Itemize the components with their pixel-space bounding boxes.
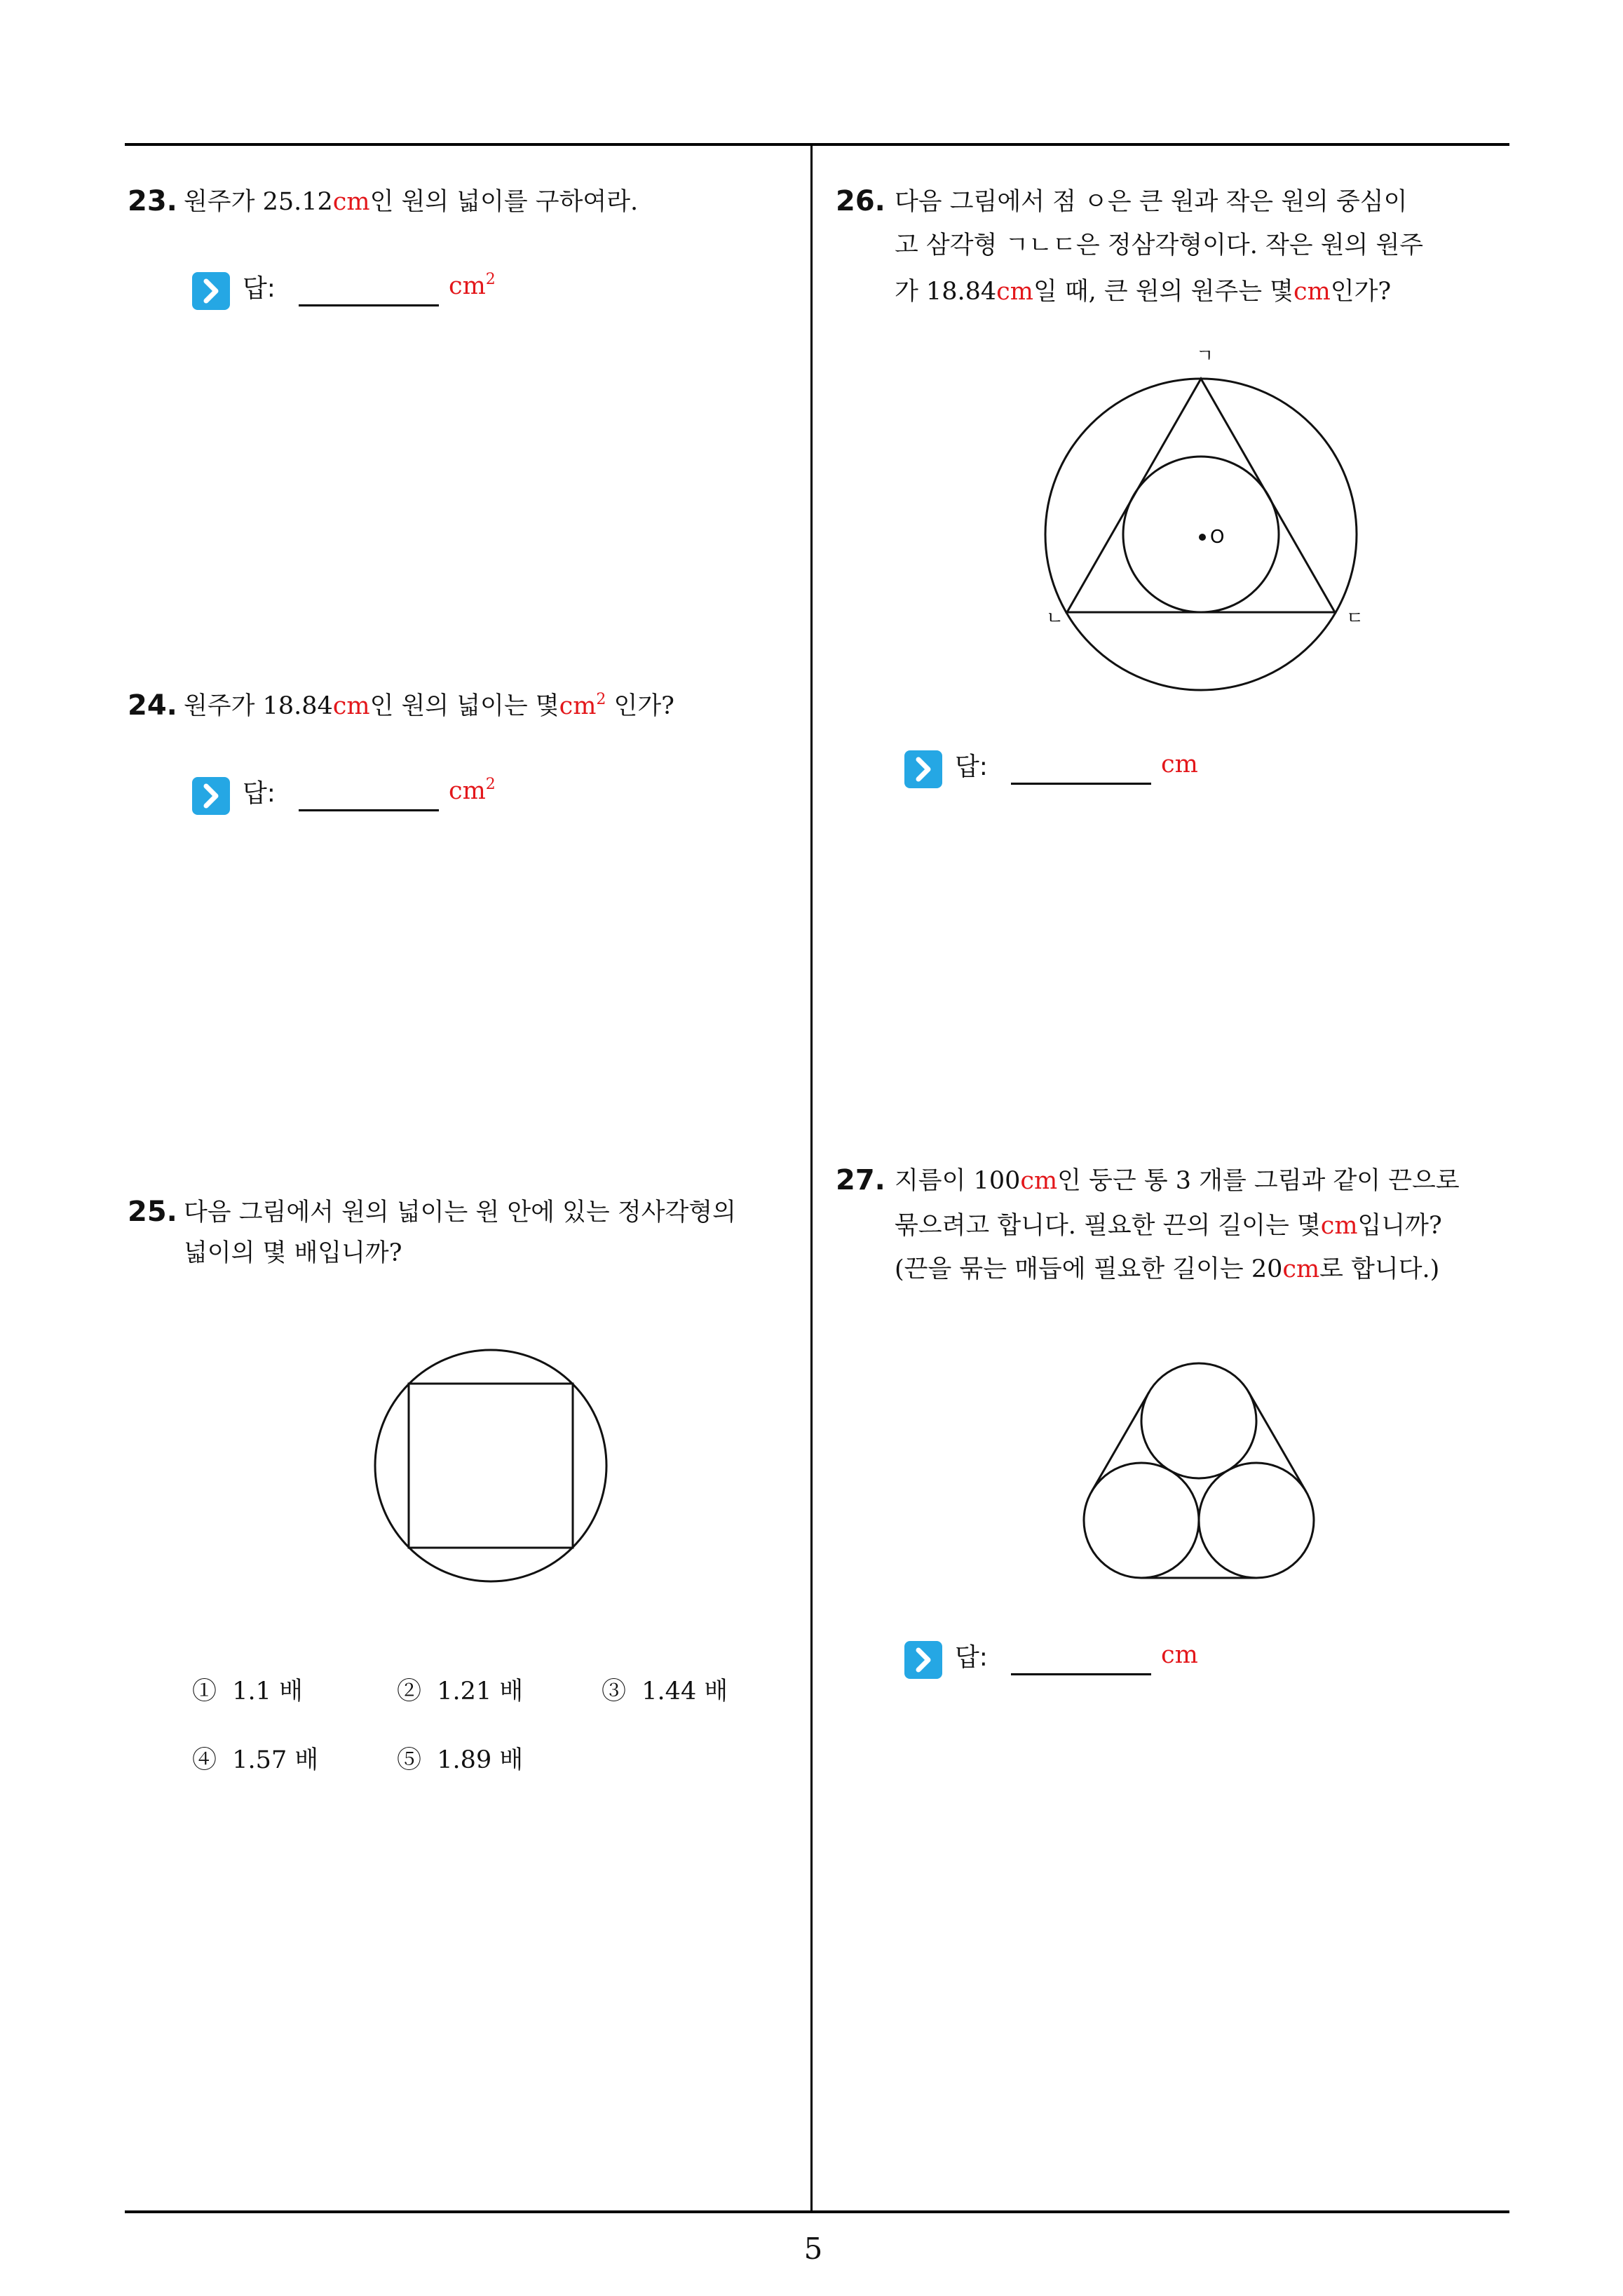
chevron-right-icon <box>192 272 230 310</box>
question-text-line1 <box>895 1167 1460 1195</box>
question-number: 25. <box>128 1196 177 1228</box>
question-number: 24. <box>128 689 177 722</box>
value: 25.12 <box>262 188 333 216</box>
text-segment: 묶으려고 합니다. 필요한 끈의 길이는 몇 <box>895 1212 1321 1240</box>
choice-mark: ⑤ <box>397 1746 422 1774</box>
question-text-line1: 다음 그림에서 원의 넓이는 원 안에 있는 정사각형의 <box>184 1198 736 1227</box>
answer-blank[interactable] <box>1011 1673 1151 1675</box>
answer-blank[interactable] <box>299 809 439 811</box>
choice-2[interactable] <box>397 1677 523 1706</box>
unit: cm <box>332 188 370 216</box>
choice-5[interactable] <box>397 1746 523 1774</box>
choice-mark: ② <box>397 1677 422 1706</box>
answer-blank[interactable] <box>299 304 439 306</box>
question-text-line3 <box>895 278 1391 306</box>
question-text-line2: 넓이의 몇 배입니까? <box>184 1239 402 1267</box>
text-segment: 인가? <box>606 692 674 720</box>
bottom-rule <box>125 2210 1509 2213</box>
unit: cm <box>996 278 1033 306</box>
label-left: ㄴ <box>1046 608 1064 629</box>
unit: cm <box>1020 1167 1058 1195</box>
question-text <box>184 188 638 216</box>
unit: cm <box>332 692 370 720</box>
choice-4[interactable] <box>192 1746 318 1774</box>
answer-blank[interactable] <box>1011 783 1151 785</box>
choice-mark: ① <box>192 1677 217 1706</box>
cylinder-left <box>1084 1463 1199 1578</box>
choice-text: 1.44 배 <box>641 1677 728 1706</box>
chevron-right-icon <box>904 750 942 788</box>
text-segment: 지름이 100 <box>895 1167 1021 1195</box>
answer-field[interactable] <box>192 770 515 826</box>
text-segment: 인가? <box>1330 278 1392 306</box>
answer-field[interactable] <box>192 265 515 321</box>
answer-unit: $cm^2$ <box>449 271 496 300</box>
label-right: ㄷ <box>1346 608 1364 629</box>
text-segment: 로 합니다.) <box>1319 1255 1440 1283</box>
answer-unit: $cm^2$ <box>449 776 496 805</box>
question-number: 27. <box>836 1164 885 1196</box>
choice-mark: ③ <box>602 1677 627 1706</box>
cylinder-right <box>1199 1463 1314 1578</box>
string-left <box>1092 1392 1149 1492</box>
answer-label: 답: <box>243 274 276 303</box>
value: 18.84 <box>262 692 333 720</box>
unit: cm <box>1320 1212 1358 1240</box>
text-segment: 일 때, 큰 원의 원주는 몇 <box>1033 278 1293 306</box>
answer-label: 답: <box>243 779 276 808</box>
label-top: ㄱ <box>1196 346 1214 367</box>
text-segment: 인 원의 넓이는 몇 <box>369 692 559 720</box>
triangle-circles-figure <box>1031 344 1381 708</box>
label-center: O <box>1210 527 1225 548</box>
question-text-line2: 고 삼각형 ㄱㄴㄷ은 정삼각형이다. 작은 원의 원주 <box>895 231 1424 259</box>
unit: cm <box>1282 1255 1320 1283</box>
text-segment: 인 원의 넓이를 구하여라. <box>369 188 639 216</box>
text-segment: (끈을 묶는 매듭에 필요한 길이는 20 <box>895 1255 1283 1283</box>
string-right <box>1249 1392 1306 1492</box>
text-segment: 원주가 <box>184 188 263 216</box>
text-segment: 인 둥근 통 3 개를 그림과 같이 끈으로 <box>1057 1167 1460 1195</box>
answer-field[interactable] <box>904 1634 1227 1690</box>
center-point <box>1199 534 1206 541</box>
text-segment: 입니까? <box>1357 1212 1442 1240</box>
text-segment: 원주가 <box>184 692 263 720</box>
cylinder-top <box>1141 1363 1256 1478</box>
answer-unit: cm <box>1161 1641 1198 1669</box>
choice-1[interactable] <box>192 1677 303 1706</box>
question-number: 23. <box>128 185 177 217</box>
column-divider <box>810 143 813 2212</box>
answer-label: 답: <box>955 1643 988 1672</box>
unit: $cm^2$ <box>559 691 606 720</box>
choice-text: 1.89 배 <box>437 1746 524 1774</box>
three-cylinders-figure <box>1073 1353 1325 1592</box>
question-text-line2 <box>895 1212 1442 1240</box>
chevron-right-icon <box>904 1641 942 1679</box>
circle-inscribed-square-figure <box>365 1339 617 1592</box>
question-number: 26. <box>836 185 885 217</box>
equilateral-triangle <box>1067 379 1335 612</box>
unit: cm <box>1293 278 1331 306</box>
top-rule <box>125 143 1509 146</box>
choice-3[interactable] <box>602 1677 728 1706</box>
answer-label: 답: <box>955 752 988 781</box>
choice-text: 1.21 배 <box>437 1677 524 1706</box>
page-number: 5 <box>803 2231 823 2266</box>
question-text-line3 <box>895 1255 1439 1283</box>
answer-field[interactable] <box>904 743 1227 799</box>
choice-mark: ④ <box>192 1746 217 1774</box>
chevron-right-icon <box>192 777 230 815</box>
text-segment: 가 18.84 <box>895 278 997 306</box>
question-text <box>184 692 674 720</box>
question-text-line1: 다음 그림에서 점 ㅇ은 큰 원과 작은 원의 중심이 <box>895 188 1408 216</box>
choice-text: 1.1 배 <box>232 1677 303 1706</box>
choice-text: 1.57 배 <box>232 1746 319 1774</box>
inner-square <box>409 1384 573 1548</box>
answer-unit: cm <box>1161 750 1198 778</box>
